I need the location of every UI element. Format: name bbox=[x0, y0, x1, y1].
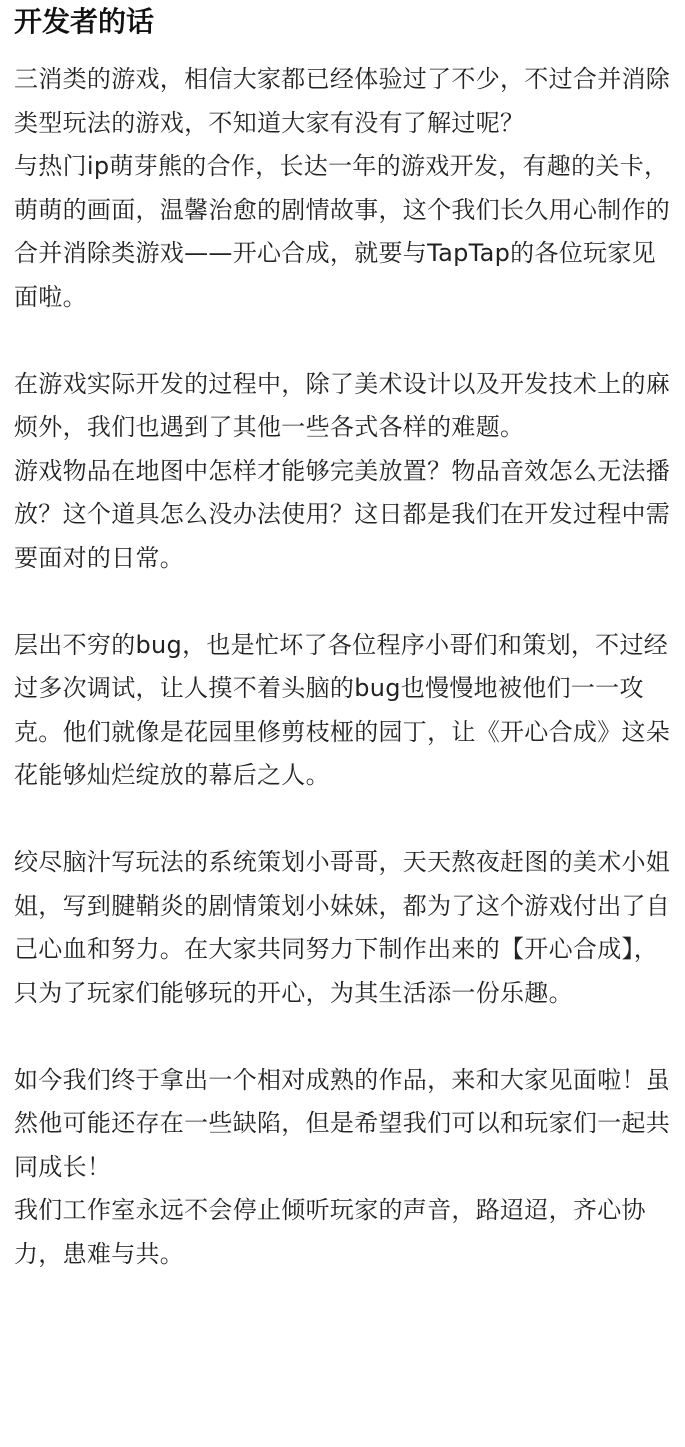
section-bug-fixing bbox=[14, 624, 671, 798]
section-closing bbox=[14, 1059, 671, 1277]
paragraph-spacer bbox=[14, 798, 671, 842]
section-team-effort bbox=[14, 841, 671, 1015]
paragraph-spacer bbox=[14, 580, 671, 624]
paragraph: 三消类的游戏，相信大家都已经体验过了不少，不过合并消除类型玩法的游戏，不知道大家有没有了解过呢？ bbox=[14, 65, 671, 137]
section-intro bbox=[14, 58, 671, 319]
paragraph: 我们工作室永远不会停止倾听玩家的声音，路迢迢，齐心协力，患难与共。 bbox=[14, 1196, 646, 1268]
paragraph: 游戏物品在地图中怎样才能够完美放置？物品音效怎么无法播放？这个道具怎么没办法使用？这日都是我们在开发过程中需要面对的日常。 bbox=[14, 456, 671, 572]
paragraph: 如今我们终于拿出一个相对成熟的作品，来和大家见面啦！虽然他可能还存在一些缺陷，但是希望我们可以和玩家们一起共同成长！ bbox=[14, 1065, 671, 1181]
paragraph: 层出不穷的bug，也是忙坏了各位程序小哥们和策划，不过经过多次调试，让人摸不着头脑的bug也慢慢地被他们一一攻克。他们就像是花园里修剪枝桠的园丁，让《开心合成》这朵花能够灿烂绽放的幕后之人。 bbox=[14, 630, 671, 789]
page-title: 开发者的话 bbox=[14, 5, 155, 38]
paragraph: 在游戏实际开发的过程中，除了美术设计以及开发技术上的麻烦外，我们也遇到了其他一些各式各样的难题。 bbox=[14, 369, 671, 441]
paragraph-spacer bbox=[14, 319, 671, 363]
paragraph: 与热门ip萌芽熊的合作，长达一年的游戏开发，有趣的关卡，萌萌的画面，温馨治愈的剧情故事，这个我们长久用心制作的合并消除类游戏——开心合成，就要与TapTap的各位玩家见面啦。 bbox=[14, 152, 671, 311]
article-body bbox=[14, 58, 671, 1276]
section-development-challenges bbox=[14, 363, 671, 581]
paragraph-spacer bbox=[14, 1015, 671, 1059]
paragraph: 绞尽脑汁写玩法的系统策划小哥哥，天天熬夜赶图的美术小姐姐，写到腱鞘炎的剧情策划小妹妹，都为了这个游戏付出了自己心血和努力。在大家共同努力下制作出来的【开心合成】，只为了玩家们能够玩的开心，为其生活添一份乐趣。 bbox=[14, 848, 671, 1007]
